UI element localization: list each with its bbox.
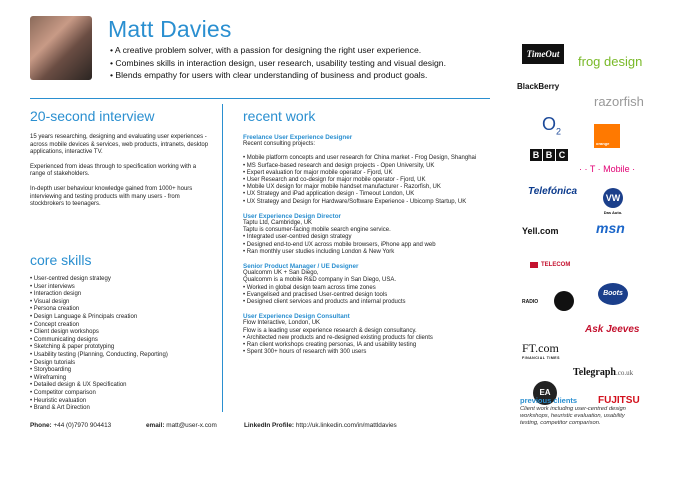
interview-paragraph: Experienced from ideas through to specification working with a range of stakeholders. xyxy=(30,163,197,178)
job-bullet: • Architected new products and re-designed existing products for clients xyxy=(243,335,493,342)
bbc-logo xyxy=(530,149,568,161)
summary-item: • A creative problem solver, with a passion for designing the right user experience. xyxy=(110,44,446,57)
ft-logo xyxy=(522,341,560,360)
job-bullet: • Ran monthly user studies including London & New York xyxy=(243,249,493,256)
o2-logo xyxy=(542,114,561,137)
skill-item: • Persona creation xyxy=(30,306,210,314)
skill-item: • Heuristic evaluation xyxy=(30,398,210,406)
razorfish-logo: razorfish xyxy=(594,94,644,109)
column-divider xyxy=(222,104,223,412)
email-contact xyxy=(146,422,217,429)
telegraph-wordmark: Telegraph xyxy=(573,367,616,378)
work-list xyxy=(243,134,493,356)
job-line: Flow Interactive, London, UK xyxy=(243,320,321,327)
skills-heading: core skills xyxy=(30,252,92,268)
skill-item: • Brand & Art Direction xyxy=(30,405,210,413)
skill-item: • Storyboarding xyxy=(30,367,210,375)
job-bullet: • UX Strategy and iPad application design - Timeout London, UK xyxy=(243,191,493,198)
skill-item: • Communicating designs xyxy=(30,337,210,345)
job-bullet: • Designed end-to-end UX across mobile browsers, iPhone app and web xyxy=(243,242,493,249)
vw-badge-icon: VW xyxy=(603,188,623,208)
fujitsu-logo: FUJITSU xyxy=(598,395,640,406)
job-title: User Experience Design Director xyxy=(243,212,341,220)
job-title: Senior Product Manager / UE Designer xyxy=(243,263,359,271)
interview-heading: 20-second interview xyxy=(30,108,155,124)
phone-contact xyxy=(30,422,111,429)
o2-subscript: 2 xyxy=(556,126,562,137)
page-title: Matt Davies xyxy=(108,16,232,42)
skill-item: • User-centred design strategy xyxy=(30,276,210,284)
job-bullet: • Mobile UX design for major mobile handset manufacturer - Razorfish, UK xyxy=(243,184,493,191)
job-bullets xyxy=(243,155,493,205)
skill-item: • Visual design xyxy=(30,299,210,307)
skill-item: • Detailed design & UX Specification xyxy=(30,382,210,390)
job-bullet: • Ran client workshops creating personas, IA and usability testing xyxy=(243,342,493,349)
bbc-letter: C xyxy=(556,149,568,161)
ea-logo: EA xyxy=(533,381,557,405)
skill-item: • Client design workshops xyxy=(30,329,210,337)
ft-subtitle: FINANCIAL TIMES xyxy=(522,356,560,360)
ask-jeeves-logo: Ask Jeeves xyxy=(585,324,640,335)
job-bullet: • UX Strategy and Design for Hardware/Software Experience - Ubicomp Startup, UK xyxy=(243,199,493,206)
job-title: User Experience Design Consultant xyxy=(243,313,350,321)
skill-item: • Competitor comparison xyxy=(30,390,210,398)
phone-label: Phone: xyxy=(30,422,52,429)
timeout-logo: TimeOut xyxy=(522,44,564,64)
o2-letter: O xyxy=(542,114,557,134)
job-line: Qualcomm is a mobile R&D company in San Diego, USA. xyxy=(243,277,397,284)
telegraph-suffix: .co.uk xyxy=(615,369,634,377)
radio-circle-icon xyxy=(554,291,574,311)
msn-logo: msn xyxy=(596,220,625,236)
summary-item: • Blends empathy for users with clear understanding of business and product goals. xyxy=(110,69,446,82)
tmobile-logo: · · T · Mobile · xyxy=(579,164,636,174)
boots-logo: Boots xyxy=(598,283,628,305)
blackberry-logo: BlackBerry xyxy=(517,82,560,91)
profile-photo xyxy=(30,16,92,80)
job-bullet: • Evangelised and practised User-centred design tools xyxy=(243,292,493,299)
orange-label: orange xyxy=(596,141,610,146)
header-divider xyxy=(30,98,490,99)
skill-item: • Interaction design xyxy=(30,291,210,299)
summary-item: • Combines skills in interaction design, user research, usability testing and visual design. xyxy=(110,57,446,70)
skill-item: • User interviews xyxy=(30,284,210,292)
skill-item: • Sketching & paper prototyping xyxy=(30,344,210,352)
skill-item: • Usability testing (Planning, Conducting, Reporting) xyxy=(30,352,210,360)
summary-list xyxy=(110,44,446,82)
clients-caption: Client work including user-centred design workshops, heuristic evaluation, usability testing, competitor comparison. xyxy=(520,406,626,426)
job-title: Freelance User Experience Designer xyxy=(243,134,353,141)
linkedin-contact xyxy=(244,422,397,429)
skill-item: • Design tutorials xyxy=(30,360,210,368)
interview-paragraph: 15 years researching, designing and evaluating user experiences - across mobile devices & services, web products, intranets, desktop applications, interactive TV. xyxy=(30,134,209,156)
bt-telecom-logo: TELECOM xyxy=(530,262,570,268)
work-heading: recent work xyxy=(243,108,316,124)
skill-item: • Wireframing xyxy=(30,375,210,383)
job-line: Taptu Ltd, Cambridge, UK xyxy=(243,220,313,227)
telegraph-logo xyxy=(573,367,633,378)
linkedin-link[interactable]: http://uk.linkedin.com/in/mattldavies xyxy=(295,422,397,429)
email-label: email: xyxy=(146,422,165,429)
yell-logo: Yell.com xyxy=(522,226,559,236)
job-bullet: • Mobile platform concepts and user research for China market - Frog Design, Shanghai xyxy=(243,155,493,162)
phone-number[interactable]: +44 (0)7970 904413 xyxy=(53,422,112,429)
linkedin-label: LinkedIn Profile: xyxy=(244,422,295,429)
job-line: Qualcomm UK + San Diego, xyxy=(243,270,319,277)
interview-text xyxy=(30,134,210,216)
job-line: Flow is a leading user experience research & design consultancy. xyxy=(243,327,417,334)
ft-wordmark: FT.com xyxy=(522,341,559,355)
bbc-letter: B xyxy=(530,149,542,161)
bbc-radio-logo: RADIO xyxy=(522,299,539,305)
job-line: Recent consulting projects: xyxy=(243,141,316,148)
job-bullets xyxy=(243,285,493,307)
skills-list xyxy=(30,276,210,413)
job-bullet: • Spent 300+ hours of research with 300 users xyxy=(243,349,493,356)
skill-item: • Concept creation xyxy=(30,322,210,330)
telefonica-logo: Telefónica xyxy=(528,186,578,197)
job-bullets xyxy=(243,335,493,357)
job-bullet: • Expert evaluation for major mobile operator - Fjord, UK xyxy=(243,170,493,177)
job-bullets xyxy=(243,234,493,256)
skill-item: • Design Language & Principals creation xyxy=(30,314,210,322)
vw-caption: Das Auto. xyxy=(603,210,623,215)
email-link[interactable]: matt@user-x.com xyxy=(166,422,217,429)
bbc-letter: B xyxy=(543,149,555,161)
clients-heading: previous clients xyxy=(520,396,578,405)
job-bullet: • Designed client services and products and internal products xyxy=(243,299,493,306)
job-bullet: • Worked in global design team across time zones xyxy=(243,285,493,292)
frog-design-logo: frog design xyxy=(578,54,643,69)
job-bullet: • MS Surface-based research and design projects - Open University, UK xyxy=(243,163,493,170)
interview-paragraph: In-depth user behaviour knowledge gained from 1000+ hours interviewing and testing products with many users - from stockbrokers to teenagers. xyxy=(30,185,193,208)
job-line: Taptu is consumer-facing mobile search engine service. xyxy=(243,227,391,234)
volkswagen-logo xyxy=(603,188,623,215)
job-bullet: • Integrated user-centred design strategy xyxy=(243,234,493,241)
orange-logo xyxy=(594,124,620,148)
job-bullet: • User Research and co-design for major mobile operator - Fjord, UK xyxy=(243,177,493,184)
